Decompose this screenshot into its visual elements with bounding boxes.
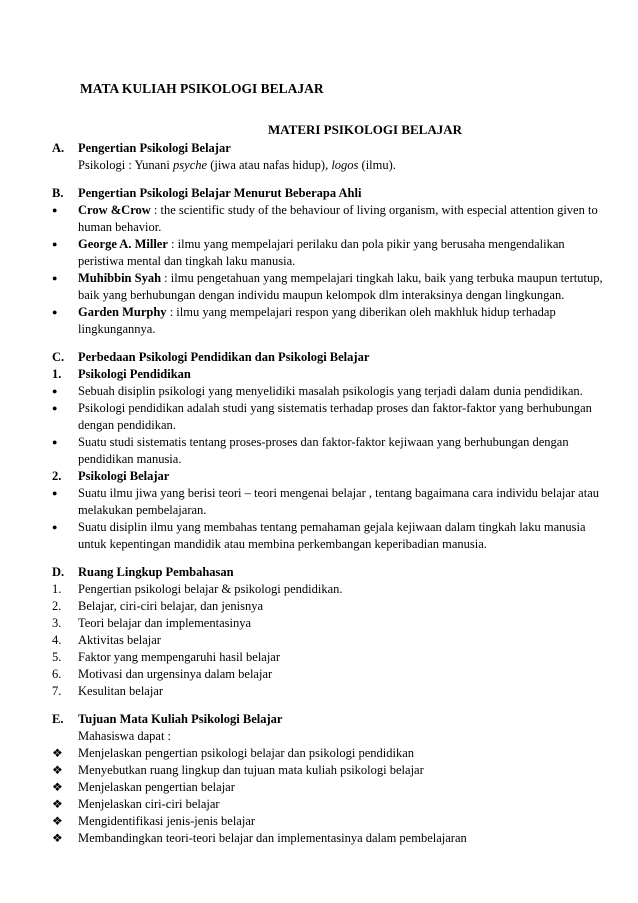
definition-suffix: (ilmu). — [361, 158, 396, 172]
section-a-heading — [52, 140, 612, 157]
section-a-definition — [52, 157, 612, 174]
definition-prefix: Psikologi : Yunani — [78, 158, 170, 172]
diamond-bullet-icon: ❖ — [52, 780, 63, 794]
list-item — [52, 519, 612, 553]
list-item-text: Teori belajar dan implementasinya — [78, 616, 252, 630]
section-b — [52, 185, 612, 338]
section-d — [52, 564, 612, 700]
expert-definition: : ilmu yang mempelajari perilaku dan pola pikir yang berusaha mengendalikan peristiwa mental dan tingkah laku manusia. — [78, 237, 565, 268]
section-b-title: Pengertian Psikologi Belajar Menurut Beberapa Ahli — [78, 186, 362, 200]
list-item — [52, 666, 612, 683]
document-title: MATA KULIAH PSIKOLOGI BELAJAR — [80, 81, 324, 96]
list-item — [52, 683, 612, 700]
section-d-heading — [52, 564, 612, 581]
section-c — [52, 349, 612, 553]
bullet-icon: ● — [52, 307, 58, 317]
list-item — [52, 270, 612, 304]
bullet-icon: ● — [52, 273, 58, 283]
section-c-heading — [52, 349, 612, 366]
list-item-text: Suatu disiplin ilmu yang membahas tentang pemahaman gejala kejiwaan dalam tingkah laku manusia untuk kepentingan mandidik atau membina perkembangan keperibadian manusia. — [78, 520, 586, 551]
section-e-label: E. — [52, 712, 64, 726]
expert-name: Muhibbin Syah — [78, 271, 162, 285]
section-a-label: A. — [52, 141, 65, 155]
list-item — [52, 400, 612, 434]
subsection-1-title: Psikologi Pendidikan — [78, 367, 191, 381]
list-item — [52, 383, 612, 400]
list-item-text: Suatu ilmu jiwa yang berisi teori – teori mengenai belajar , tentang bagaimana cara individu belajar atau melakukan pembelajaran. — [78, 486, 599, 517]
list-item-text: Aktivitas belajar — [78, 633, 161, 647]
list-item — [52, 434, 612, 468]
bullet-icon: ● — [52, 522, 58, 532]
term-psyche: psyche — [173, 158, 208, 172]
list-number: 7. — [52, 684, 62, 698]
list-item-text: Faktor yang mempengaruhi hasil belajar — [78, 650, 281, 664]
bullet-icon: ● — [52, 403, 58, 413]
section-a-title: Pengertian Psikologi Belajar — [78, 141, 231, 155]
list-item — [52, 615, 612, 632]
section-e — [52, 711, 612, 847]
diamond-bullet-icon: ❖ — [52, 797, 63, 811]
list-number: 4. — [52, 633, 62, 647]
bullet-icon: ● — [52, 386, 58, 396]
bullet-icon: ● — [52, 205, 58, 215]
definition-mid: (jiwa atau nafas hidup), — [210, 158, 329, 172]
list-item-text: Psikologi pendidikan adalah studi yang sistematis terhadap proses dan faktor-faktor yang berhubungan dengan pendidikan. — [78, 401, 592, 432]
list-number: 5. — [52, 650, 62, 664]
document-subtitle: MATERI PSIKOLOGI BELAJAR — [267, 122, 463, 137]
list-item — [52, 796, 612, 813]
list-item-text: Menjelaskan ciri-ciri belajar — [78, 797, 220, 811]
section-c-title: Perbedaan Psikologi Pendidikan dan Psikologi Belajar — [78, 350, 370, 364]
list-item-text: Suatu studi sistematis tentang proses-proses dan faktor-faktor kejiwaan yang berhubungan dengan pendidikan manusia. — [78, 435, 569, 466]
diamond-bullet-icon: ❖ — [52, 814, 63, 828]
document-content — [52, 140, 612, 847]
bullet-icon: ● — [52, 437, 58, 447]
list-item — [52, 598, 612, 615]
diamond-bullet-icon: ❖ — [52, 831, 63, 845]
section-d-title: Ruang Lingkup Pembahasan — [78, 565, 234, 579]
section-c-label: C. — [52, 350, 65, 364]
subsection-2-title: Psikologi Belajar — [78, 469, 170, 483]
section-d-label: D. — [52, 565, 65, 579]
list-item-text: Menyebutkan ruang lingkup dan tujuan mata kuliah psikologi belajar — [78, 763, 424, 777]
section-e-heading — [52, 711, 612, 728]
section-e-intro: Mahasiswa dapat : — [78, 729, 172, 743]
subsection-1-label: 1. — [52, 367, 62, 381]
section-e-title: Tujuan Mata Kuliah Psikologi Belajar — [78, 712, 283, 726]
subsection-2-heading — [52, 468, 612, 485]
expert-name: Crow &Crow — [78, 203, 151, 217]
section-a — [52, 140, 612, 174]
list-item — [52, 632, 612, 649]
list-item-text: Mengidentifikasi jenis-jenis belajar — [78, 814, 256, 828]
expert-name: George A. Miller — [78, 237, 168, 251]
bullet-icon: ● — [52, 488, 58, 498]
list-item-text: Menjelaskan pengertian psikologi belajar dan psikologi pendidikan — [78, 746, 415, 760]
list-item — [52, 581, 612, 598]
expert-name: Garden Murphy — [78, 305, 167, 319]
diamond-bullet-icon: ❖ — [52, 763, 63, 777]
bullet-icon: ● — [52, 239, 58, 249]
expert-definition: : the scientific study of the behaviour of living organism, with especial attention given to human behavior. — [78, 203, 598, 234]
expert-definition: : ilmu yang mempelajari respon yang diberikan oleh makhluk hidup terhadap lingkungannya. — [78, 305, 556, 336]
section-b-heading — [52, 185, 612, 202]
subsection-2-label: 2. — [52, 469, 62, 483]
list-item — [52, 779, 612, 796]
list-item — [52, 304, 612, 338]
subsection-1-heading — [52, 366, 612, 383]
list-item-text: Pengertian psikologi belajar & psikologi pendidikan. — [78, 582, 343, 596]
term-logos: logos — [331, 158, 359, 172]
list-item-text: Menjelaskan pengertian belajar — [78, 780, 235, 794]
list-item-text: Kesulitan belajar — [78, 684, 164, 698]
list-item — [52, 745, 612, 762]
list-item — [52, 485, 612, 519]
list-item — [52, 236, 612, 270]
list-item — [52, 762, 612, 779]
list-number: 6. — [52, 667, 62, 681]
list-item — [52, 202, 612, 236]
expert-definition: : ilmu pengetahuan yang mempelajari tingkah laku, baik yang terbuka maupun tertutup, baik yang berhubungan dengan individu maupun kelompok dlm interaksinya dengan lingkungan. — [78, 271, 603, 302]
list-item — [52, 813, 612, 830]
diamond-bullet-icon: ❖ — [52, 746, 63, 760]
list-item-text: Motivasi dan urgensinya dalam belajar — [78, 667, 273, 681]
section-b-label: B. — [52, 186, 64, 200]
list-number: 2. — [52, 599, 62, 613]
list-item-text: Belajar, ciri-ciri belajar, dan jenisnya — [78, 599, 264, 613]
list-item — [52, 649, 612, 666]
list-item — [52, 830, 612, 847]
list-number: 1. — [52, 582, 62, 596]
list-item-text: Membandingkan teori-teori belajar dan implementasinya dalam pembelajaran — [78, 831, 467, 845]
list-number: 3. — [52, 616, 62, 630]
list-item-text: Sebuah disiplin psikologi yang menyelidiki masalah psikologis yang terjadi dalam dunia pendidikan. — [78, 384, 583, 398]
